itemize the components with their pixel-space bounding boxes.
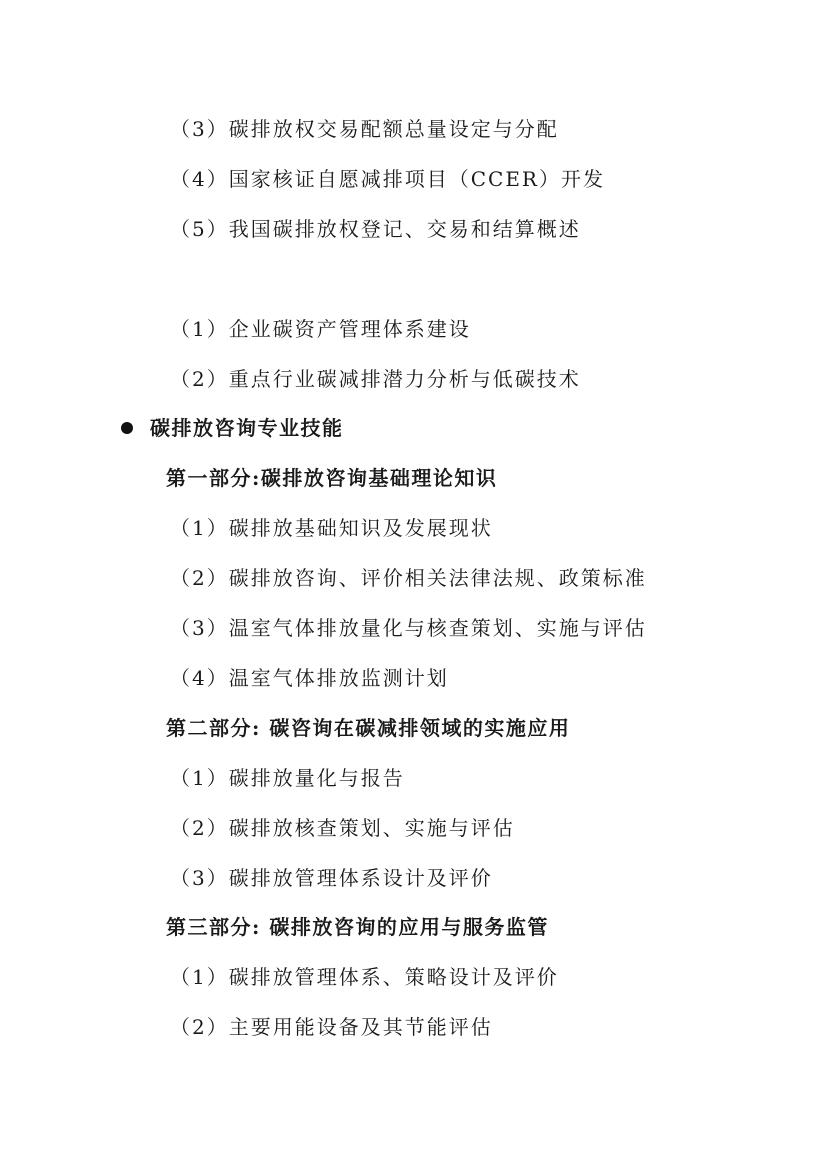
list-item: （3）碳排放管理体系设计及评价 — [170, 866, 493, 890]
list-item: （1）碳排放基础知识及发展现状 — [170, 516, 493, 540]
part-heading: 第一部分:碳排放咨询基础理论知识 — [166, 466, 498, 490]
list-item: （4）国家核证自愿减排项目（CCER）开发 — [170, 167, 605, 191]
list-item: （3）温室气体排放量化与核查策划、实施与评估 — [170, 616, 647, 640]
list-item: （1）企业碳资产管理体系建设 — [170, 317, 471, 341]
list-item: （1）碳排放量化与报告 — [170, 766, 405, 790]
section-title: 碳排放咨询专业技能 — [150, 416, 344, 440]
list-item: （1）碳排放管理体系、策略设计及评价 — [170, 965, 559, 989]
list-item: （4）温室气体排放监测计划 — [170, 666, 449, 690]
list-item: （2）碳排放咨询、评价相关法律法规、政策标准 — [170, 566, 647, 590]
list-item: （2）碳排放核查策划、实施与评估 — [170, 816, 515, 840]
list-item: （2）重点行业碳减排潜力分析与低碳技术 — [170, 367, 581, 391]
list-item: （5）我国碳排放权登记、交易和结算概述 — [170, 217, 581, 241]
bullet-icon — [121, 422, 133, 434]
list-item: （2）主要用能设备及其节能评估 — [170, 1015, 493, 1039]
list-item: （3）碳排放权交易配额总量设定与分配 — [170, 117, 559, 141]
part-heading: 第三部分: 碳排放咨询的应用与服务监管 — [166, 915, 549, 939]
part-heading: 第二部分: 碳咨询在碳减排领域的实施应用 — [166, 716, 571, 740]
